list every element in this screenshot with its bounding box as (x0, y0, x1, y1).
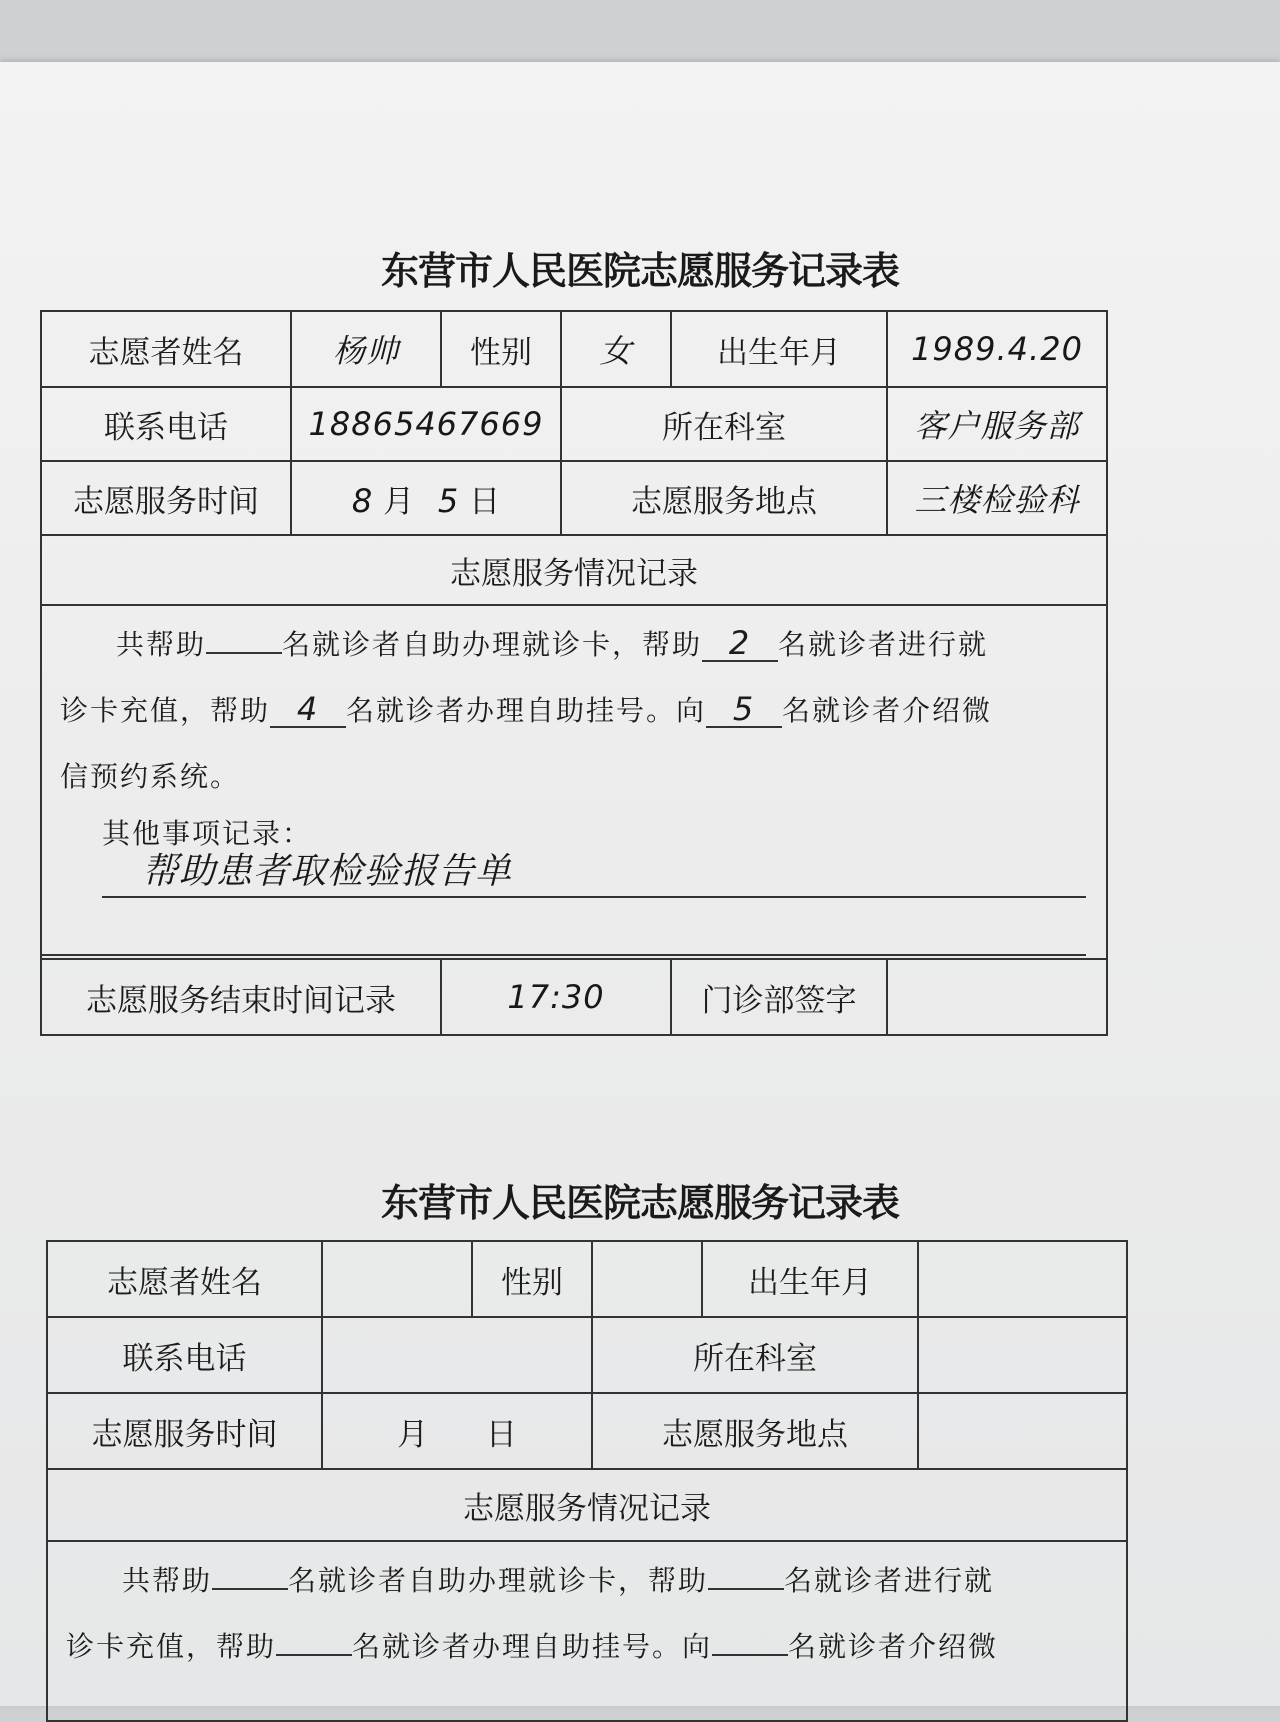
label-month: 月 (397, 1416, 429, 1453)
text-wechat-a: 名就诊者介绍微 (782, 694, 993, 727)
value-service-place[interactable] (918, 1393, 1127, 1469)
value-end-time[interactable]: 17:30 (441, 959, 671, 1035)
other-record-line[interactable] (102, 852, 1086, 898)
label-gender: 性别 (472, 1241, 592, 1317)
record-paragraph (48, 1542, 1126, 1680)
text-recharge-b: 诊卡充值，帮助 (60, 694, 271, 727)
blank-cards-count[interactable] (206, 652, 282, 654)
value-month: 8 (351, 481, 374, 520)
label-sign: 门诊部签字 (671, 959, 887, 1035)
text-help-prefix: 共帮助 (122, 1564, 213, 1597)
label-service-place: 志愿服务地点 (561, 461, 887, 535)
label-month: 月 (383, 483, 415, 520)
other-record-line-2[interactable] (42, 898, 1086, 956)
record-body (47, 1541, 1127, 1721)
record-header: 志愿服务情况记录 (41, 535, 1107, 605)
label-birth: 出生年月 (702, 1241, 918, 1317)
form-title: 东营市人民医院志愿服务记录表 (380, 1180, 899, 1225)
text-register: 名就诊者办理自助挂号。向 (346, 694, 707, 727)
label-day: 日 (485, 1416, 517, 1453)
label-phone: 联系电话 (41, 387, 291, 461)
text-recharge-b: 诊卡充值，帮助 (66, 1630, 277, 1663)
blank-recharge-count[interactable] (708, 1588, 784, 1590)
value-department[interactable] (918, 1317, 1127, 1393)
record-table (40, 310, 1108, 1036)
label-name: 志愿者姓名 (41, 311, 291, 387)
blank-wechat-count[interactable] (712, 1654, 788, 1656)
text-register: 名就诊者办理自助挂号。向 (352, 1630, 713, 1663)
value-phone[interactable] (322, 1317, 592, 1393)
blank-recharge-count[interactable]: 2 (702, 626, 778, 662)
label-end-time: 志愿服务结束时间记录 (41, 959, 441, 1035)
text-help-prefix: 共帮助 (116, 628, 207, 661)
label-day: 日 (469, 483, 501, 520)
value-day: 5 (437, 481, 460, 520)
value-gender[interactable]: 女 (561, 311, 671, 387)
record-body (41, 605, 1107, 959)
text-wechat-b: 信预约系统。 (60, 760, 241, 793)
label-service-time: 志愿服务时间 (41, 461, 291, 535)
label-service-time: 志愿服务时间 (47, 1393, 322, 1469)
text-recharge-a: 名就诊者进行就 (784, 1564, 995, 1597)
blank-wechat-count[interactable]: 5 (706, 692, 782, 728)
value-service-date[interactable] (322, 1393, 592, 1469)
blank-register-count[interactable] (276, 1654, 352, 1656)
text-cards: 名就诊者自助办理就诊卡，帮助 (282, 628, 703, 661)
text-recharge-a: 名就诊者进行就 (778, 628, 989, 661)
label-department: 所在科室 (592, 1317, 918, 1393)
label-gender: 性别 (441, 311, 561, 387)
record-table (46, 1240, 1128, 1722)
label-birth: 出生年月 (671, 311, 887, 387)
value-service-place[interactable]: 三楼检验科 (887, 461, 1107, 535)
label-service-place: 志愿服务地点 (592, 1393, 918, 1469)
value-service-date[interactable] (291, 461, 561, 535)
value-birth[interactable] (918, 1241, 1127, 1317)
blank-cards-count[interactable] (212, 1588, 288, 1590)
record-paragraph (42, 606, 1106, 810)
blank-register-count[interactable]: 4 (270, 692, 346, 728)
value-name[interactable]: 杨帅 (291, 311, 441, 387)
label-department: 所在科室 (561, 387, 887, 461)
record-header: 志愿服务情况记录 (47, 1469, 1127, 1541)
value-name[interactable] (322, 1241, 472, 1317)
value-phone[interactable]: 18865467669 (291, 387, 561, 461)
value-department[interactable]: 客户服务部 (887, 387, 1107, 461)
label-name: 志愿者姓名 (47, 1241, 322, 1317)
value-sign[interactable] (887, 959, 1107, 1035)
other-record-label: 其他事项记录： (102, 817, 313, 850)
other-record-value: 帮助患者取检验报告单 (142, 851, 513, 892)
value-birth[interactable]: 1989.4.20 (887, 311, 1107, 387)
value-gender[interactable] (592, 1241, 702, 1317)
text-cards: 名就诊者自助办理就诊卡，帮助 (288, 1564, 709, 1597)
form-title: 东营市人民医院志愿服务记录表 (380, 248, 899, 293)
text-wechat-a: 名就诊者介绍微 (788, 1630, 999, 1663)
label-phone: 联系电话 (47, 1317, 322, 1393)
